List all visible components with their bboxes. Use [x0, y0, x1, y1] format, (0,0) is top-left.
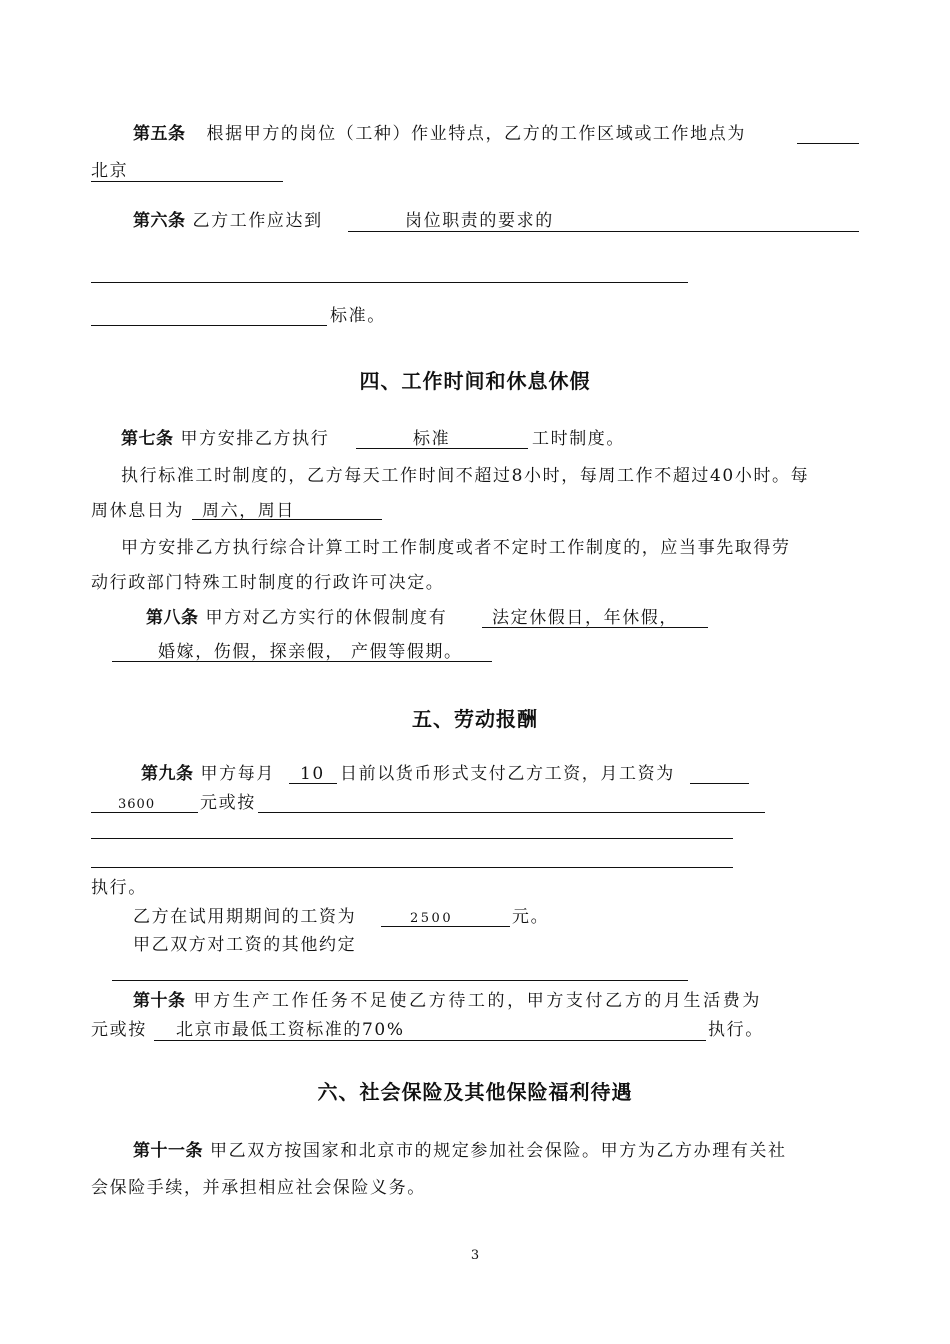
article-11 [133, 1140, 787, 1162]
article-11-text-2: 会保险手续，并承担相应社会保险义务。 [91, 1178, 426, 1198]
page-number: 3 [470, 1248, 480, 1263]
leave-types-value-2: 婚嫁，伤假，探亲假， 产假等假期。 [158, 642, 463, 662]
probation-text-1: 乙方在试用期期间的工资为 [133, 907, 357, 927]
blank-line [112, 661, 492, 662]
article-6-title: 第六条 [133, 211, 186, 231]
article-7-para-1: 执行标准工时制度的，乙方每天工作时间不超过8小时，每周工作不超过40小时。每 [121, 466, 810, 486]
blank-line [797, 143, 859, 144]
article-8-title: 第八条 [146, 608, 199, 628]
job-requirement-value: 岗位职责的要求的 [405, 211, 554, 231]
leave-types-value-1: 法定休假日，年休假， [492, 608, 678, 628]
blank-line [91, 325, 327, 326]
article-10-text-2: 元或按 [91, 1020, 147, 1040]
other-salary-agreement: 甲乙双方对工资的其他约定 [133, 935, 357, 955]
blank-line [381, 926, 510, 927]
blank-line [91, 181, 283, 182]
blank-line [91, 282, 688, 283]
article-7-para-3: 甲方安排乙方执行综合计算工时工作制度或者不定时工作制度的，应当事先取得劳 [121, 538, 791, 558]
article-9 [141, 763, 275, 785]
article-10 [133, 990, 762, 1012]
article-6 [133, 210, 323, 232]
article-8 [146, 607, 447, 629]
blank-line [91, 812, 198, 813]
rest-days-value: 周六，周日 [202, 501, 295, 521]
blank-line [112, 980, 688, 981]
blank-line [91, 838, 733, 839]
blank-line [258, 812, 765, 813]
article-9-title: 第九条 [141, 764, 194, 784]
article-7-title: 第七条 [121, 429, 174, 449]
article-5-text: 根据甲方的岗位（工种）作业特点，乙方的工作区域或工作地点为 [206, 124, 746, 144]
blank-line [289, 783, 337, 784]
blank-line [91, 867, 733, 868]
blank-line [348, 231, 859, 232]
article-6-end: 标准。 [330, 306, 386, 326]
article-5 [133, 123, 746, 145]
section-5-heading: 五、劳动报酬 [412, 707, 538, 731]
article-11-text-1: 甲乙双方按国家和北京市的规定参加社会保险。甲方为乙方办理有关社 [210, 1141, 787, 1161]
article-9-text-1: 甲方每月 [200, 764, 275, 784]
article-7-para-4: 动行政部门特殊工时制度的行政许可决定。 [91, 573, 445, 593]
pay-day-value: 10 [300, 764, 325, 784]
article-6-text: 乙方工作应达到 [192, 211, 323, 231]
article-7-para-2: 周休息日为 [91, 501, 184, 521]
article-10-title: 第十条 [133, 991, 186, 1011]
blank-line [154, 1040, 706, 1041]
blank-line [482, 627, 708, 628]
article-5-title: 第五条 [133, 124, 186, 144]
article-10-text-1: 甲方生产工作任务不足使乙方待工的，甲方支付乙方的月生活费为 [193, 991, 762, 1011]
article-7-end: 工时制度。 [532, 429, 625, 449]
article-7 [121, 428, 329, 450]
work-location-value: 北京 [91, 161, 129, 181]
article-9-exec: 执行。 [91, 878, 147, 898]
monthly-salary-value: 3600 [118, 797, 156, 812]
living-allowance-standard-value: 北京市最低工资标准的70% [176, 1020, 405, 1040]
section-6-heading: 六、社会保险及其他保险福利待遇 [317, 1080, 633, 1104]
section-4-heading: 四、工作时间和休息休假 [359, 369, 591, 393]
article-7-text: 甲方安排乙方执行 [180, 429, 330, 449]
blank-line [690, 783, 749, 784]
article-9-text-2: 日前以货币形式支付乙方工资，月工资为 [340, 764, 675, 784]
article-9-text-3: 元或按 [200, 793, 256, 813]
blank-line [356, 448, 528, 449]
probation-salary-value: 2500 [410, 911, 454, 926]
blank-line [192, 519, 382, 520]
probation-text-2: 元。 [512, 907, 550, 927]
article-11-title: 第十一条 [133, 1141, 203, 1161]
work-hour-system-value: 标准 [413, 429, 451, 449]
article-10-text-3: 执行。 [708, 1020, 764, 1040]
article-8-text: 甲方对乙方实行的休假制度有 [205, 608, 448, 628]
